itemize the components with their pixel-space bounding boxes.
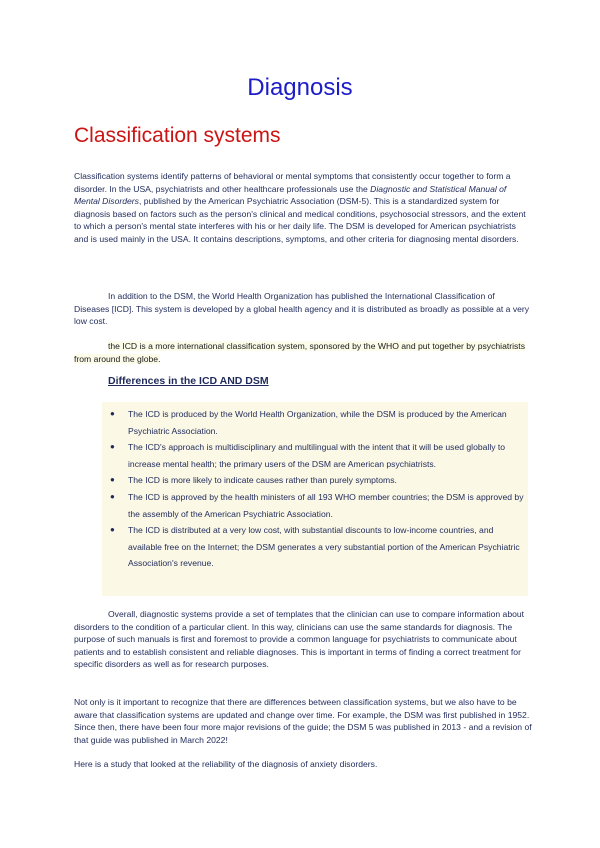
page-title: Diagnosis [247,74,353,101]
paragraph-study-link: Here is a study that looked at the reliability of the diagnosis of anxiety disorders. [74,759,378,769]
paragraph-intro-text-1: Classification systems identify patterns of behavioral or mental symptoms that consistently occur together to form a disorder. In the USA, psychiatrists and other healthcare professionals use the [74,171,511,194]
bullet-icon: ● [110,409,115,418]
differences-box [102,402,528,596]
list-item [102,439,528,472]
list-item [102,489,528,522]
section-heading: Classification systems [74,124,281,147]
list-item-text: The ICD's approach is multidisciplinary and multilingual with the intent that it will be used globally to increase mental health; the primary users of the DSM are American psychiatrists. [128,442,506,469]
paragraph-revisions: Not only is it important to recognize that there are differences between classification systems, but we also have to be aware that classification systems are updated and change over time. For example, the DSM was first published in 1952. Since then, there have been four more major revisions of the guide; the DSM 5 was published in 2013 - and a revision of that guide was published in March 2022! [74,697,532,745]
differences-heading: Differences in the ICD AND DSM [108,375,269,387]
bullet-icon: ● [110,475,115,485]
list-item [102,472,528,489]
paragraph-intro-text-2: , published by the American Psychiatric Association (DSM-5). This is a standardized system for diagnosis based on factors such as the person's clinical and medical conditions, psychosocial stressors, and the extent to which a person's mental state interferes with his or her daily life. The DSM is developed for American psychiatrists and is used mainly in the USA. It contains descriptions, symptoms, and other criteria for diagnosing mental disorders. [74,196,526,244]
paragraph-icd-international [74,340,532,365]
list-item-text: The ICD is distributed at a very low cost, with substantial discounts to low-income countries, and available free on the Internet; the DSM generates a very substantial portion of the American Psychiatric Association's revenue. [128,525,520,569]
dsm-title-italic: Diagnostic and Statistical Manual of Mental Disorders [74,183,507,207]
paragraph-intro [74,170,532,246]
bullet-icon: ● [110,442,115,452]
bullet-icon: ● [110,525,115,535]
paragraph-icd-international-text: the ICD is a more international classification system, sponsored by the WHO and put together by psychiatrists from around the globe. [74,341,525,364]
paragraph-icd-intro: In addition to the DSM, the World Health Organization has published the International Classification of Diseases [ICD]. This system is developed by a global health agency and it is distributed as broadly as possible at a very low cost. [74,291,530,327]
paragraph-overall: Overall, diagnostic systems provide a set of templates that the clinician can use to compare information about disorders to the condition of a particular client. In this way, clinicians can use the same standards for diagnosis. The purpose of such manuals is first and foremost to provide a common language for psychiatrists to communicate about patients and to establish consistent and reliable diagnoses. This is important in terms of finding a correct treatment for specific disorders as well as for research purposes. [74,609,525,670]
differences-list [102,402,528,572]
list-item-text: The ICD is approved by the health ministers of all 193 WHO member countries; the DSM is approved by the assembly of the American Psychiatric Association. [128,491,524,519]
list-item-text: The ICD is produced by the World Health Organization, while the DSM is produced by the American Psychiatric Association. [128,409,507,436]
bullet-icon: ● [110,491,115,501]
list-item-text: The ICD is more likely to indicate causes rather than purely symptoms. [128,475,397,486]
list-item [102,406,528,439]
list-item [102,522,528,572]
